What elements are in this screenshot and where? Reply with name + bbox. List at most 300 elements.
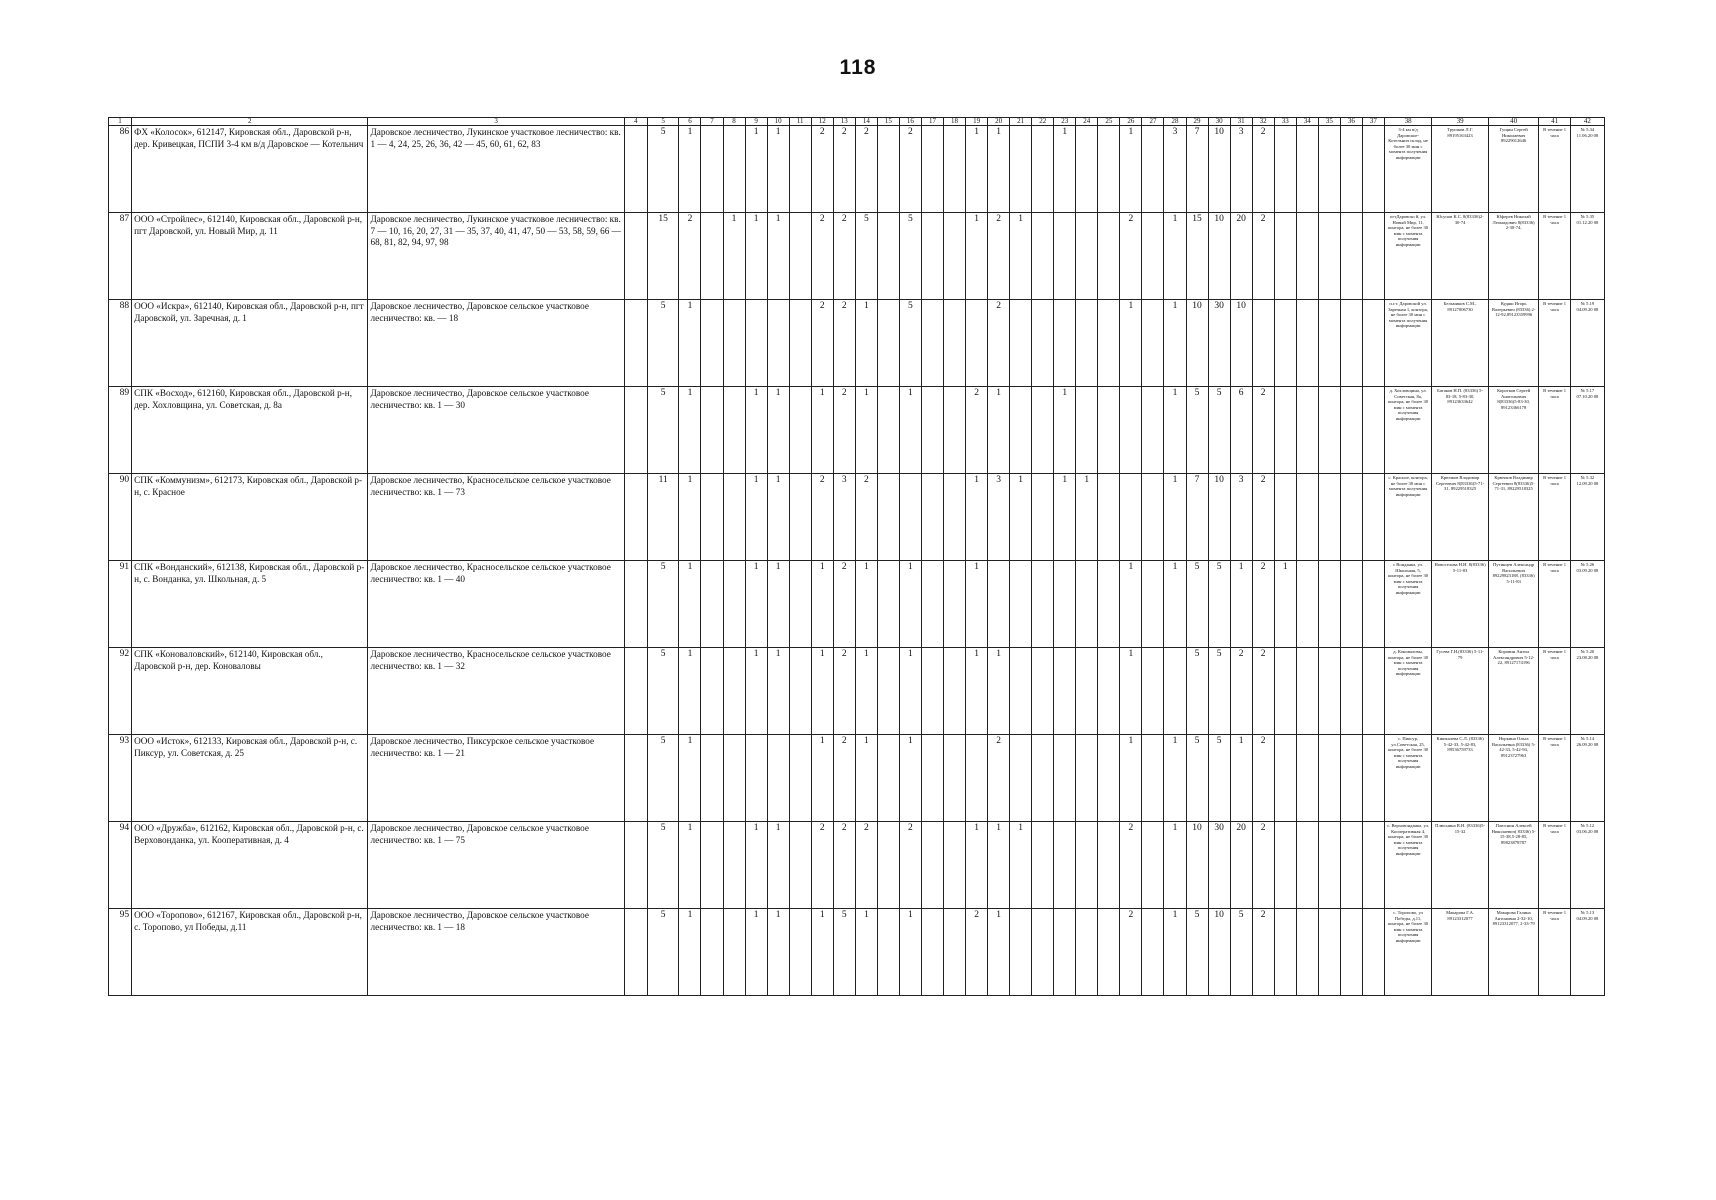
value-cell-col-9 [745, 300, 767, 387]
value-cell-col-31: 3 [1230, 474, 1252, 561]
value-cell-col-25 [1098, 648, 1120, 735]
table-row [109, 735, 1605, 822]
agreement-cell: № 5.34 11.06.20 08 [1570, 126, 1604, 213]
value-cell-col-14: 2 [855, 474, 877, 561]
value-cell-col-9: 1 [745, 648, 767, 735]
value-cell-col-23: 1 [1054, 126, 1076, 213]
value-cell-col-17 [921, 909, 943, 996]
value-cell-col-12: 1 [811, 735, 833, 822]
value-cell-col-7 [701, 474, 723, 561]
column-header-22: 22 [1032, 118, 1054, 126]
value-cell-col-18 [944, 300, 966, 387]
value-cell-col-23 [1054, 735, 1076, 822]
value-cell-col-5: 11 [647, 474, 679, 561]
value-cell-col-29: 10 [1186, 822, 1208, 909]
value-cell-col-9: 1 [745, 561, 767, 648]
value-cell-col-15 [877, 213, 899, 300]
value-cell-col-4 [624, 648, 647, 735]
column-header-10: 10 [767, 118, 789, 126]
value-cell-col-9 [745, 735, 767, 822]
value-cell-col-27 [1142, 822, 1164, 909]
value-cell-col-26: 2 [1120, 822, 1142, 909]
organization-cell: СПК «Вонданский», 612138, Кировская обл., Даровской р-н, с. Вонданка, ул. Школьная, д. 5 [132, 561, 368, 648]
value-cell-col-17 [921, 387, 943, 474]
value-cell-col-4 [624, 909, 647, 996]
value-cell-col-18 [944, 735, 966, 822]
value-cell-col-4 [624, 474, 647, 561]
value-cell-col-13: 2 [833, 561, 855, 648]
agreement-cell: № 5.19 04.09.20 08 [1570, 300, 1604, 387]
value-cell-col-22 [1032, 648, 1054, 735]
value-cell-col-8 [723, 387, 745, 474]
arrival-time-cell: В течение 1 часа [1539, 822, 1571, 909]
arrival-time-cell: В течение 1 часа [1539, 474, 1571, 561]
value-cell-col-19: 1 [966, 822, 988, 909]
value-cell-col-32: 2 [1252, 474, 1274, 561]
value-cell-col-11 [789, 648, 811, 735]
value-cell-col-10: 1 [767, 126, 789, 213]
table-row [109, 822, 1605, 909]
value-cell-col-23: 1 [1054, 474, 1076, 561]
value-cell-col-20: 1 [988, 126, 1010, 213]
value-cell-col-16: 1 [899, 909, 921, 996]
column-header-35: 35 [1318, 118, 1340, 126]
value-cell-col-26 [1120, 474, 1142, 561]
value-cell-col-14: 1 [855, 561, 877, 648]
forestry-cell: Даровское лесничество, Даровское сельское участковое лесничество: кв. 1 — 75 [368, 822, 624, 909]
value-cell-col-10: 1 [767, 648, 789, 735]
value-cell-col-27 [1142, 213, 1164, 300]
value-cell-col-29: 7 [1186, 474, 1208, 561]
value-cell-col-12: 2 [811, 213, 833, 300]
value-cell-col-9: 1 [745, 126, 767, 213]
value-cell-col-22 [1032, 735, 1054, 822]
value-cell-col-6: 2 [679, 213, 701, 300]
value-cell-col-34 [1296, 822, 1318, 909]
value-cell-col-14: 1 [855, 909, 877, 996]
value-cell-col-37 [1362, 735, 1384, 822]
table-row [109, 300, 1605, 387]
value-cell-col-17 [921, 735, 943, 822]
value-cell-col-31: 20 [1230, 213, 1252, 300]
value-cell-col-24: 1 [1076, 474, 1098, 561]
value-cell-col-25 [1098, 909, 1120, 996]
value-cell-col-35 [1318, 648, 1340, 735]
value-cell-col-34 [1296, 300, 1318, 387]
arrival-time-cell: В течение 1 часа [1539, 561, 1571, 648]
arrival-time-cell: В течение 1 часа [1539, 909, 1571, 996]
value-cell-col-9: 1 [745, 822, 767, 909]
value-cell-col-23 [1054, 213, 1076, 300]
value-cell-col-34 [1296, 474, 1318, 561]
value-cell-col-29: 5 [1186, 387, 1208, 474]
value-cell-col-4 [624, 735, 647, 822]
value-cell-col-29: 5 [1186, 909, 1208, 996]
column-header-23: 23 [1054, 118, 1076, 126]
column-header-31: 31 [1230, 118, 1252, 126]
value-cell-col-28: 3 [1164, 126, 1186, 213]
value-cell-col-28: 1 [1164, 213, 1186, 300]
organization-cell: СПК «Восход», 612160, Кировская обл., Даровской р-н, дер. Хохловщина, ул. Советская, д. 8а [132, 387, 368, 474]
value-cell-col-34 [1296, 648, 1318, 735]
value-cell-col-30: 5 [1208, 561, 1230, 648]
value-cell-col-7 [701, 909, 723, 996]
value-cell-col-27 [1142, 909, 1164, 996]
head-contact-cell: Коротков Сергей Анатольевич 8(83336)5-83-30, 89123366178 [1488, 387, 1538, 474]
value-cell-col-15 [877, 474, 899, 561]
value-cell-col-37 [1362, 648, 1384, 735]
value-cell-col-35 [1318, 735, 1340, 822]
value-cell-col-21: 1 [1010, 474, 1032, 561]
value-cell-col-14: 5 [855, 213, 877, 300]
value-cell-col-10: 1 [767, 213, 789, 300]
column-header-3: 3 [368, 118, 624, 126]
value-cell-col-24 [1076, 213, 1098, 300]
value-cell-col-20: 1 [988, 648, 1010, 735]
value-cell-col-26: 2 [1120, 909, 1142, 996]
value-cell-col-7 [701, 735, 723, 822]
value-cell-col-17 [921, 213, 943, 300]
value-cell-col-18 [944, 561, 966, 648]
meeting-place-cell: с. Красное, контора, не более 30 мин с момента получения информации [1384, 474, 1431, 561]
value-cell-col-4 [624, 300, 647, 387]
column-header-18: 18 [944, 118, 966, 126]
head-contact-cell: Гущин Сергей Николаевич 89229012646 [1488, 126, 1538, 213]
value-cell-col-24 [1076, 300, 1098, 387]
value-cell-col-17 [921, 561, 943, 648]
column-header-26: 26 [1120, 118, 1142, 126]
value-cell-col-28: 1 [1164, 909, 1186, 996]
value-cell-col-18 [944, 126, 966, 213]
value-cell-col-7 [701, 213, 723, 300]
value-cell-col-11 [789, 735, 811, 822]
forestry-cell: Даровское лесничество, Пиксурское сельское участковое лесничество: кв. 1 — 21 [368, 735, 624, 822]
value-cell-col-16: 5 [899, 300, 921, 387]
value-cell-col-17 [921, 126, 943, 213]
value-cell-col-35 [1318, 126, 1340, 213]
value-cell-col-37 [1362, 126, 1384, 213]
value-cell-col-7 [701, 561, 723, 648]
head-contact-cell: Юферев Николай Леонидович 8(83336) 2-30-74, [1488, 213, 1538, 300]
value-cell-col-31: 3 [1230, 126, 1252, 213]
value-cell-col-27 [1142, 648, 1164, 735]
column-header-37: 37 [1362, 118, 1384, 126]
value-cell-col-8 [723, 822, 745, 909]
value-cell-col-8 [723, 474, 745, 561]
value-cell-col-13: 2 [833, 822, 855, 909]
value-cell-col-37 [1362, 474, 1384, 561]
value-cell-col-31: 1 [1230, 561, 1252, 648]
column-header-33: 33 [1274, 118, 1296, 126]
column-header-29: 29 [1186, 118, 1208, 126]
value-cell-col-5: 5 [647, 909, 679, 996]
value-cell-col-30: 30 [1208, 822, 1230, 909]
value-cell-col-23 [1054, 909, 1076, 996]
value-cell-col-12: 1 [811, 561, 833, 648]
value-cell-col-8 [723, 909, 745, 996]
value-cell-col-35 [1318, 909, 1340, 996]
value-cell-col-14: 1 [855, 648, 877, 735]
value-cell-col-35 [1318, 561, 1340, 648]
value-cell-col-34 [1296, 387, 1318, 474]
value-cell-col-4 [624, 213, 647, 300]
value-cell-col-35 [1318, 213, 1340, 300]
value-cell-col-30: 30 [1208, 300, 1230, 387]
row-number: 86 [109, 126, 132, 213]
value-cell-col-9: 1 [745, 213, 767, 300]
column-header-14: 14 [855, 118, 877, 126]
value-cell-col-33 [1274, 126, 1296, 213]
value-cell-col-33 [1274, 474, 1296, 561]
head-contact-cell: Макарова Галина Антоновна 2-32-10, 89123312077, 2-33-79 [1488, 909, 1538, 996]
value-cell-col-25 [1098, 300, 1120, 387]
table-row [109, 213, 1605, 300]
value-cell-col-27 [1142, 300, 1164, 387]
value-cell-col-26: 1 [1120, 561, 1142, 648]
column-header-6: 6 [679, 118, 701, 126]
organization-cell: ООО «Стройлес», 612140, Кировская обл., Даровской р-н, пгт Даровской, ул. Новый Мир, д. 11 [132, 213, 368, 300]
value-cell-col-13: 2 [833, 213, 855, 300]
value-cell-col-34 [1296, 126, 1318, 213]
value-cell-col-23 [1054, 648, 1076, 735]
value-cell-col-32: 2 [1252, 387, 1274, 474]
value-cell-col-25 [1098, 126, 1120, 213]
value-cell-col-22 [1032, 822, 1054, 909]
value-cell-col-8 [723, 735, 745, 822]
value-cell-col-11 [789, 909, 811, 996]
column-header-42: 42 [1570, 118, 1604, 126]
value-cell-col-17 [921, 822, 943, 909]
column-header-38: 38 [1384, 118, 1431, 126]
value-cell-col-22 [1032, 561, 1054, 648]
value-cell-col-26: 1 [1120, 126, 1142, 213]
value-cell-col-22 [1032, 474, 1054, 561]
value-cell-col-24 [1076, 561, 1098, 648]
value-cell-col-34 [1296, 561, 1318, 648]
table-row [109, 126, 1605, 213]
value-cell-col-8 [723, 126, 745, 213]
value-cell-col-13: 5 [833, 909, 855, 996]
value-cell-col-14: 2 [855, 126, 877, 213]
value-cell-col-20: 2 [988, 213, 1010, 300]
value-cell-col-30: 5 [1208, 648, 1230, 735]
value-cell-col-6: 1 [679, 735, 701, 822]
column-header-8: 8 [723, 118, 745, 126]
page-number: 118 [839, 56, 877, 79]
row-number: 94 [109, 822, 132, 909]
value-cell-col-36 [1340, 561, 1362, 648]
row-number: 92 [109, 648, 132, 735]
forestry-cell: Даровское лесничество, Красносельское сельское участковое лесничество: кв. 1 — 32 [368, 648, 624, 735]
agreement-cell: № 5.17 07.10.20 08 [1570, 387, 1604, 474]
value-cell-col-27 [1142, 735, 1164, 822]
value-cell-col-6: 1 [679, 561, 701, 648]
value-cell-col-12: 2 [811, 300, 833, 387]
value-cell-col-35 [1318, 474, 1340, 561]
value-cell-col-20: 1 [988, 822, 1010, 909]
value-cell-col-16: 1 [899, 387, 921, 474]
value-cell-col-12: 2 [811, 474, 833, 561]
column-header-12: 12 [811, 118, 833, 126]
value-cell-col-8 [723, 648, 745, 735]
value-cell-col-13: 3 [833, 474, 855, 561]
value-cell-col-14: 1 [855, 735, 877, 822]
value-cell-col-13: 2 [833, 735, 855, 822]
organization-cell: ООО «Искра», 612140, Кировская обл., Даровской р-н, пгт Даровской, ул. Заречная, д. 1 [132, 300, 368, 387]
value-cell-col-31: 5 [1230, 909, 1252, 996]
value-cell-col-27 [1142, 474, 1164, 561]
table-row [109, 561, 1605, 648]
forestry-cell: Даровское лесничество, Красносельское сельское участковое лесничество: кв. 1 — 40 [368, 561, 624, 648]
forestry-cell: Даровское лесничество, Даровское сельское участковое лесничество: кв. 1 — 18 [368, 909, 624, 996]
value-cell-col-22 [1032, 213, 1054, 300]
value-cell-col-23 [1054, 300, 1076, 387]
row-number: 89 [109, 387, 132, 474]
agreement-cell: № 5.14 26.09.20 08 [1570, 735, 1604, 822]
value-cell-col-6: 1 [679, 648, 701, 735]
arrival-time-cell: В течение 1 часа [1539, 735, 1571, 822]
value-cell-col-27 [1142, 387, 1164, 474]
value-cell-col-10: 1 [767, 474, 789, 561]
value-cell-col-34 [1296, 909, 1318, 996]
value-cell-col-32: 2 [1252, 909, 1274, 996]
row-number: 88 [109, 300, 132, 387]
value-cell-col-7 [701, 822, 723, 909]
organization-cell: ООО «Дружба», 612162, Кировская обл., Даровской р-н, с. Верховонданка, ул. Кооперативная, д. 4 [132, 822, 368, 909]
value-cell-col-19 [966, 300, 988, 387]
value-cell-col-8 [723, 300, 745, 387]
meeting-place-cell: с. Пиксур, ул.Советская, 25, контора, не более 30 мин с момента получения информации [1384, 735, 1431, 822]
value-cell-col-8 [723, 561, 745, 648]
value-cell-col-15 [877, 300, 899, 387]
value-cell-col-4 [624, 387, 647, 474]
responsible-contact-cell: Юсупов К.С. 8(83336)2-30-74 [1432, 213, 1489, 300]
value-cell-col-19: 1 [966, 561, 988, 648]
value-cell-col-9: 1 [745, 387, 767, 474]
value-cell-col-23 [1054, 822, 1076, 909]
value-cell-col-20: 2 [988, 300, 1010, 387]
value-cell-col-36 [1340, 822, 1362, 909]
column-header-4: 4 [624, 118, 647, 126]
value-cell-col-29: 5 [1186, 561, 1208, 648]
column-header-28: 28 [1164, 118, 1186, 126]
value-cell-col-19: 1 [966, 126, 988, 213]
value-cell-col-30: 10 [1208, 909, 1230, 996]
value-cell-col-5: 5 [647, 735, 679, 822]
table-row [109, 474, 1605, 561]
value-cell-col-11 [789, 300, 811, 387]
agreement-cell: № 5.20 23.08.20 08 [1570, 648, 1604, 735]
meeting-place-cell: п.г.т. Даровской ул. Заречная 1, контора, не более 30 мин с момента получения информации [1384, 300, 1431, 387]
head-contact-cell: Кудяш Игорь Валерьевич (83336) 2-12-92,89123359996 [1488, 300, 1538, 387]
value-cell-col-15 [877, 561, 899, 648]
value-cell-col-21: 1 [1010, 213, 1032, 300]
value-cell-col-7 [701, 648, 723, 735]
value-cell-col-11 [789, 561, 811, 648]
value-cell-col-33 [1274, 648, 1296, 735]
value-cell-col-28: 1 [1164, 300, 1186, 387]
table-row [109, 387, 1605, 474]
value-cell-col-21 [1010, 648, 1032, 735]
value-cell-col-13: 2 [833, 387, 855, 474]
responsible-contact-cell: Кишкалева С.Л. (83336) 5-42-33, 5-42-83, 89536759733 [1432, 735, 1489, 822]
value-cell-col-33 [1274, 300, 1296, 387]
responsible-contact-cell: Плюснина В.Н. (83336)5-15-32 [1432, 822, 1489, 909]
value-cell-col-15 [877, 822, 899, 909]
value-cell-col-34 [1296, 735, 1318, 822]
value-cell-col-27 [1142, 126, 1164, 213]
column-header-15: 15 [877, 118, 899, 126]
value-cell-col-37 [1362, 909, 1384, 996]
column-header-17: 17 [921, 118, 943, 126]
value-cell-col-31: 10 [1230, 300, 1252, 387]
arrival-time-cell: В течение 1 часа [1539, 387, 1571, 474]
responsible-contact-cell: Новоселова Н.Н. 8(83336) 5-11-83 [1432, 561, 1489, 648]
column-header-39: 39 [1432, 118, 1489, 126]
value-cell-col-32: 2 [1252, 648, 1274, 735]
value-cell-col-37 [1362, 300, 1384, 387]
value-cell-col-20: 3 [988, 474, 1010, 561]
agreement-cell: № 5.35 01.12.20 08 [1570, 213, 1604, 300]
value-cell-col-13: 2 [833, 648, 855, 735]
value-cell-col-22 [1032, 387, 1054, 474]
column-header-9: 9 [745, 118, 767, 126]
value-cell-col-5: 5 [647, 561, 679, 648]
value-cell-col-30: 10 [1208, 126, 1230, 213]
value-cell-col-21: 1 [1010, 822, 1032, 909]
agreement-cell: № 5.13 04.09.20 08 [1570, 909, 1604, 996]
value-cell-col-21 [1010, 909, 1032, 996]
value-cell-col-25 [1098, 213, 1120, 300]
value-cell-col-29: 5 [1186, 648, 1208, 735]
value-cell-col-16: 5 [899, 213, 921, 300]
value-cell-col-32: 2 [1252, 822, 1274, 909]
value-cell-col-28: 1 [1164, 387, 1186, 474]
column-header-41: 41 [1539, 118, 1571, 126]
value-cell-col-6: 1 [679, 387, 701, 474]
value-cell-col-36 [1340, 213, 1362, 300]
value-cell-col-18 [944, 387, 966, 474]
value-cell-col-15 [877, 387, 899, 474]
value-cell-col-5: 15 [647, 213, 679, 300]
value-cell-col-5: 5 [647, 300, 679, 387]
head-contact-cell: Коровин Антон Александрович 5-12-22, 89127174196 [1488, 648, 1538, 735]
column-header-2: 2 [132, 118, 368, 126]
value-cell-col-33 [1274, 735, 1296, 822]
value-cell-col-27 [1142, 561, 1164, 648]
value-cell-col-5: 5 [647, 387, 679, 474]
value-cell-col-28: 1 [1164, 735, 1186, 822]
value-cell-col-37 [1362, 213, 1384, 300]
value-cell-col-29: 15 [1186, 213, 1208, 300]
value-cell-col-33: 1 [1274, 561, 1296, 648]
meeting-place-cell: с. Верховонданка, ул. Кооперативная 4, контора, не более 30 мин с момента получения информации [1384, 822, 1431, 909]
value-cell-col-37 [1362, 822, 1384, 909]
value-cell-col-13: 2 [833, 126, 855, 213]
value-cell-col-35 [1318, 300, 1340, 387]
value-cell-col-24 [1076, 648, 1098, 735]
value-cell-col-7 [701, 300, 723, 387]
value-cell-col-18 [944, 822, 966, 909]
value-cell-col-25 [1098, 474, 1120, 561]
row-number: 93 [109, 735, 132, 822]
column-header-16: 16 [899, 118, 921, 126]
organization-cell: ООО «Торопово», 612167, Кировская обл., Даровской р-н, с. Торопово, ул Победы, д.11 [132, 909, 368, 996]
value-cell-col-28: 1 [1164, 474, 1186, 561]
head-contact-cell: Крючков Владимир Сергеевич 8(83336)5-71-31, 89229518325 [1488, 474, 1538, 561]
value-cell-col-21 [1010, 387, 1032, 474]
value-cell-col-21 [1010, 561, 1032, 648]
